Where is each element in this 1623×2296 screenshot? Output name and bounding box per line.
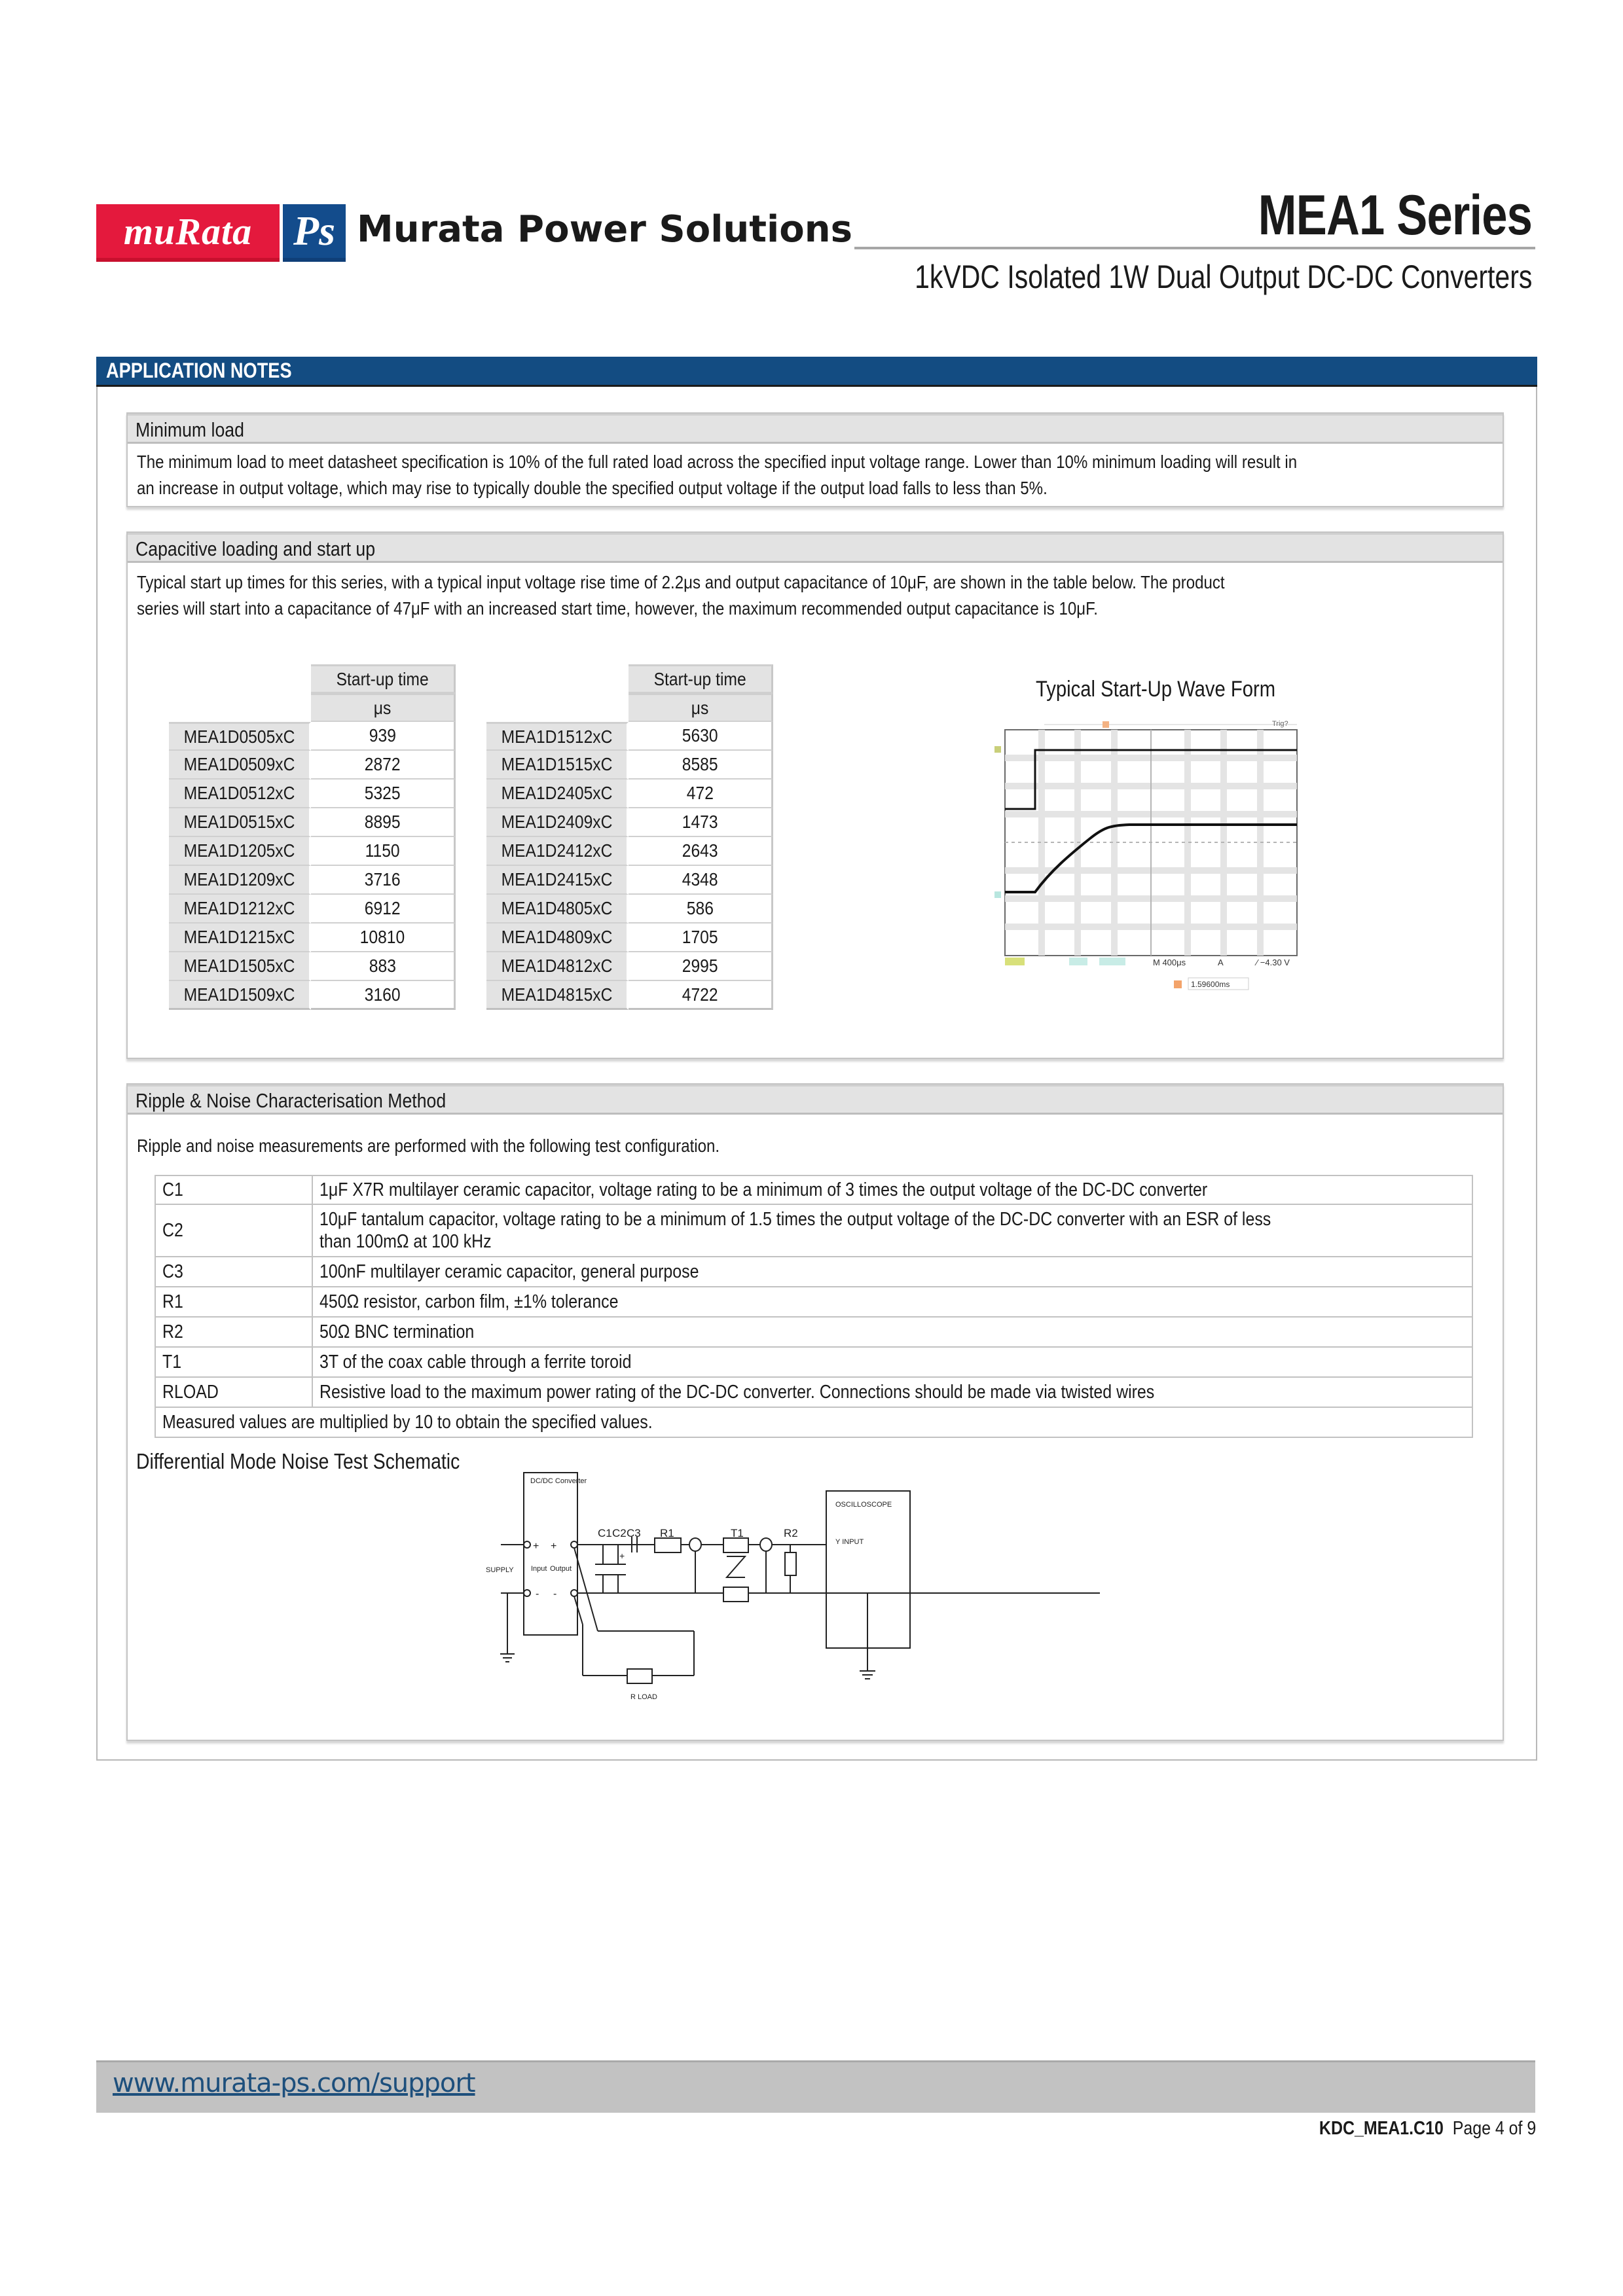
ground-icon [500, 1654, 515, 1662]
text-line: series will start into a capacitance of 47μF with an increased start time, however, the maximum recommended output capacitance is 10μF. [137, 598, 1098, 619]
minimum-load-text [137, 449, 1297, 501]
converter-label: DC/DC Converter [530, 1477, 587, 1485]
table-row: MEA1D1212xC 6912 [169, 895, 456, 924]
component-table [155, 1175, 1473, 1438]
capacitive-text [137, 569, 1225, 622]
c2-label: C2 [612, 1527, 627, 1539]
table-row: MEA1D2405xC 472 [486, 780, 773, 808]
section-header [128, 414, 1503, 444]
svg-text:-: - [553, 1588, 557, 1600]
startup-table-right [486, 664, 773, 1010]
noise-test-schematic [445, 1453, 1100, 1728]
minimum-load-section [126, 412, 1504, 507]
ch1-marker-icon [994, 746, 1001, 753]
svg-text:-: - [536, 1588, 539, 1600]
murata-logo [96, 204, 280, 262]
table-row: C2 10μF tantalum capacitor, voltage rating to be a minimum of 1.5 times the output voltage of the DC-DC converter with an ESR of less than 100mΩ at 100 kHz [155, 1204, 1472, 1257]
ch2-marker-icon [994, 891, 1001, 898]
table-row: MEA1D2409xC 1473 [486, 808, 773, 837]
header-divider [854, 247, 1535, 249]
support-link[interactable]: www.murata-ps.com/support [113, 2068, 475, 2098]
application-notes-heading: APPLICATION NOTES [106, 359, 292, 382]
schematic-title: Differential Mode Noise Test Schematic [136, 1449, 460, 1473]
application-notes-bar [96, 357, 1537, 387]
trigger-marker-icon [1103, 721, 1109, 728]
doc-code: KDC_MEA1.C10 [1319, 2118, 1444, 2139]
table-row: C3 100nF multilayer ceramic capacitor, general purpose [155, 1257, 1472, 1287]
svg-text:+: + [533, 1541, 539, 1552]
oscilloscope-label: OSCILLOSCOPE [835, 1501, 892, 1509]
c1-label: C1 [598, 1527, 612, 1539]
section-header [128, 533, 1503, 563]
table-row: MEA1D4805xC 586 [486, 895, 773, 924]
waveform-title: Typical Start-Up Wave Form [1036, 677, 1276, 702]
table-row: MEA1D2415xC 4348 [486, 866, 773, 895]
ps-logo [283, 204, 346, 262]
unit-header: μs [629, 693, 773, 722]
supply-label: SUPPLY [486, 1566, 514, 1574]
brand-name: Murata Power Solutions [357, 208, 852, 251]
unit-header: μs [311, 693, 456, 722]
table-row: MEA1D1215xC 10810 [169, 924, 456, 952]
startup-waveform-scope [992, 717, 1332, 1031]
ground-icon [860, 1671, 875, 1679]
trig-label: Trig? [1272, 720, 1288, 728]
table-row: MEA1D2412xC 2643 [486, 837, 773, 866]
table-row: MEA1D0515xC 8895 [169, 808, 456, 837]
column-header: Start-up time [311, 664, 456, 693]
table-row: MEA1D1209xC 3716 [169, 866, 456, 895]
column-header: Start-up time [629, 664, 773, 693]
cursor-delta: 1.59600ms [1191, 980, 1230, 989]
table-row: RLOAD Resistive load to the maximum power rating of the DC-DC converter. Connections should be made via twisted wires [155, 1377, 1472, 1407]
dcdc-converter-box [524, 1473, 577, 1635]
table-row: MEA1D4815xC 4722 [486, 981, 773, 1010]
t1-label: T1 [731, 1527, 744, 1539]
svg-text:+: + [619, 1551, 625, 1561]
table-row: C1 1μF X7R multilayer ceramic capacitor, voltage rating to be a minimum of 3 times the output voltage of the DC-DC converter [155, 1175, 1472, 1204]
table-row: R2 50Ω BNC termination [155, 1317, 1472, 1347]
text-line: Typical start up times for this series, with a typical input voltage rise time of 2.2μs and output capacitance of 10μF, are shown in the table below. The product [137, 572, 1225, 592]
table-row: MEA1D0509xC 2872 [169, 751, 456, 780]
table-row: MEA1D0512xC 5325 [169, 780, 456, 808]
section-title: Minimum load [136, 418, 244, 441]
ripple-intro: Ripple and noise measurements are performed with the following test configuration. [137, 1136, 720, 1156]
startup-table-left [169, 664, 456, 1010]
svg-text:+: + [551, 1541, 557, 1552]
table-row: MEA1D4809xC 1705 [486, 924, 773, 952]
output-label: Output [550, 1565, 572, 1573]
table-row: MEA1D0505xC 939 [169, 722, 456, 751]
section-header [128, 1085, 1503, 1115]
table-row: MEA1D1505xC 883 [169, 952, 456, 981]
page-title: MEA1 Series [1258, 184, 1532, 247]
table-row: MEA1D1509xC 3160 [169, 981, 456, 1010]
text-line: an increase in output voltage, which may rise to typically double the specified output voltage if the output load falls to less than 5%. [137, 478, 1048, 498]
table-note-row: Measured values are multiplied by 10 to obtain the specified values. [155, 1407, 1472, 1437]
y-input-label: Y INPUT [835, 1538, 864, 1546]
trigger-channel: A [1218, 958, 1224, 967]
trigger-level: ∕ −4.30 V [1256, 958, 1290, 967]
page-number [1319, 2118, 1536, 2140]
ps-logo-text: Ps [293, 207, 335, 254]
table-row: MEA1D4812xC 2995 [486, 952, 773, 981]
page-indicator: Page 4 of 9 [1452, 2118, 1536, 2139]
table-row: MEA1D1205xC 1150 [169, 837, 456, 866]
r2-label: R2 [784, 1527, 798, 1539]
table-row: T1 3T of the coax cable through a ferrite toroid [155, 1347, 1472, 1377]
section-title: Ripple & Noise Characterisation Method [136, 1089, 447, 1112]
input-label: Input [531, 1565, 547, 1573]
rload-label: R LOAD [630, 1693, 657, 1701]
r1-label: R1 [660, 1527, 674, 1539]
c3-label: C3 [627, 1527, 641, 1539]
page-subtitle: 1kVDC Isolated 1W Dual Output DC-DC Converters [914, 259, 1532, 295]
text-line: The minimum load to meet datasheet specification is 10% of the full rated load across the specified input voltage range. Lower than 10% minimum loading will result in [137, 452, 1298, 472]
section-title: Capacitive loading and start up [136, 537, 376, 560]
table-row: MEA1D1515xC 8585 [486, 751, 773, 780]
table-row: MEA1D1512xC 5630 [486, 722, 773, 751]
timebase-label: M 400μs [1153, 958, 1186, 967]
table-row: R1 450Ω resistor, carbon film, ±1% tolerance [155, 1287, 1472, 1317]
murata-logo-text: muRata [123, 209, 253, 253]
